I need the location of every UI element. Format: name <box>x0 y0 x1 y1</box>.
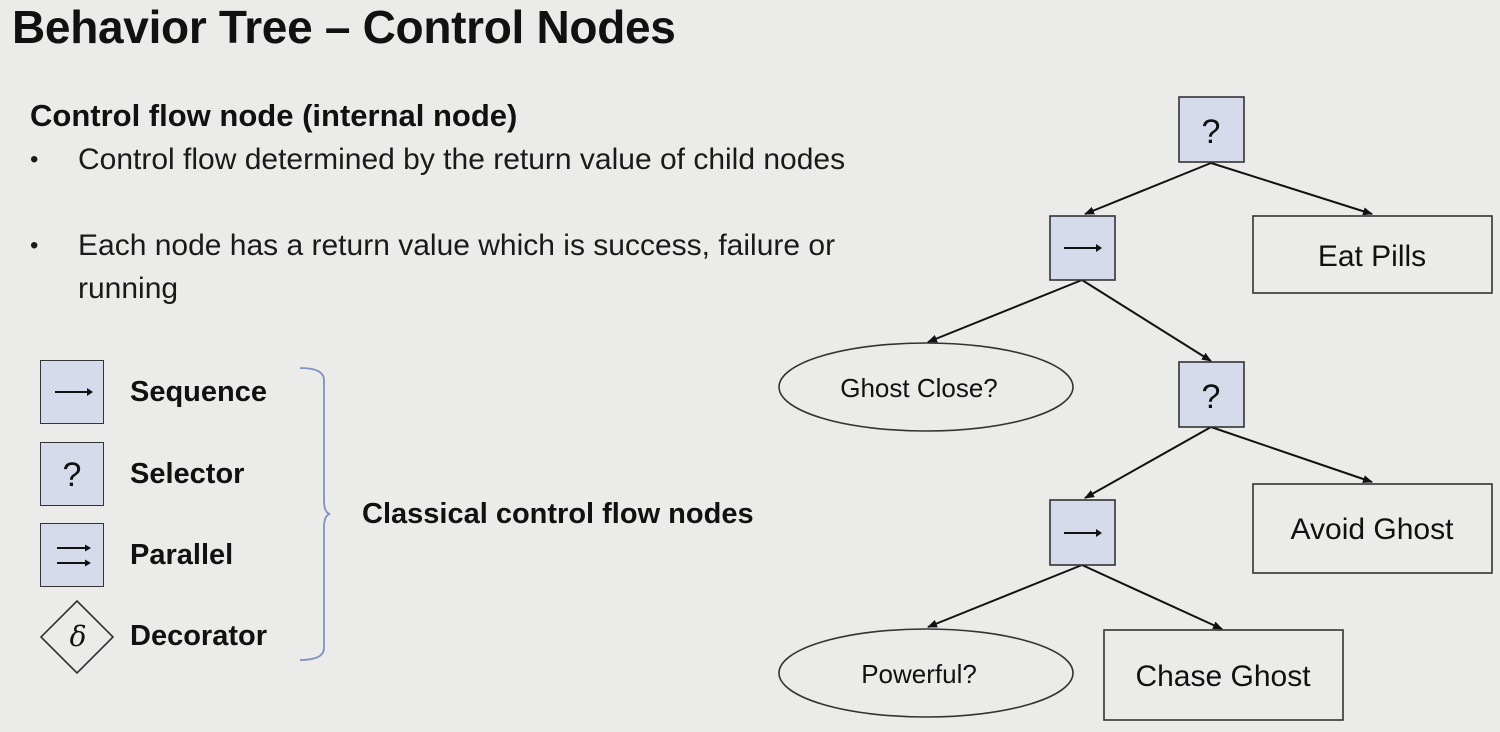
action-label: Eat Pills <box>1317 240 1427 273</box>
edge-root-seq1 <box>1085 163 1211 214</box>
bullet-item: • Each node has a return value which is success, failure or running <box>78 224 858 310</box>
bullet-item: • Control flow determined by the return value of child nodes <box>78 138 858 181</box>
condition-label: Ghost Close? <box>840 373 998 403</box>
edge-seq1-ghost-close <box>928 280 1082 342</box>
edge-sel2-avoid-ghost <box>1211 427 1372 482</box>
tree-node-powerful <box>779 629 1073 717</box>
edge-seq1-sel2 <box>1082 280 1211 361</box>
section-heading: Control flow node (internal node) <box>30 98 518 133</box>
tree-node-ghost-close <box>779 343 1073 431</box>
condition-label: Powerful? <box>861 659 977 689</box>
legend-label: Decorator <box>130 620 267 652</box>
selector-glyph: ? <box>1201 378 1221 416</box>
legend-label: Sequence <box>130 376 267 408</box>
tree-node-chase-ghost <box>1104 630 1343 720</box>
selector-glyph: ? <box>1201 113 1221 151</box>
tree-node-root-selector <box>1179 97 1244 162</box>
slide-title: Behavior Tree – Control Nodes <box>12 1 676 53</box>
tree-node-sequence-2 <box>1050 500 1115 565</box>
action-label: Chase Ghost <box>1135 660 1311 693</box>
tree-node-selector-2 <box>1179 362 1244 427</box>
group-label: Classical control flow nodes <box>362 498 754 530</box>
tree-node-eat-pills <box>1253 216 1492 293</box>
legend-label: Selector <box>130 458 245 490</box>
edge-sel2-seq2 <box>1085 427 1211 498</box>
edge-root-eat-pills <box>1211 163 1372 214</box>
edge-seq2-powerful <box>928 565 1082 627</box>
edge-seq2-chase-ghost <box>1082 565 1222 629</box>
legend-label: Parallel <box>130 539 234 571</box>
tree-node-avoid-ghost <box>1253 484 1492 573</box>
action-label: Avoid Ghost <box>1290 513 1454 546</box>
selector-glyph: ? <box>62 456 82 494</box>
decorator-glyph: δ <box>69 620 87 653</box>
tree-node-sequence-1 <box>1050 216 1115 280</box>
